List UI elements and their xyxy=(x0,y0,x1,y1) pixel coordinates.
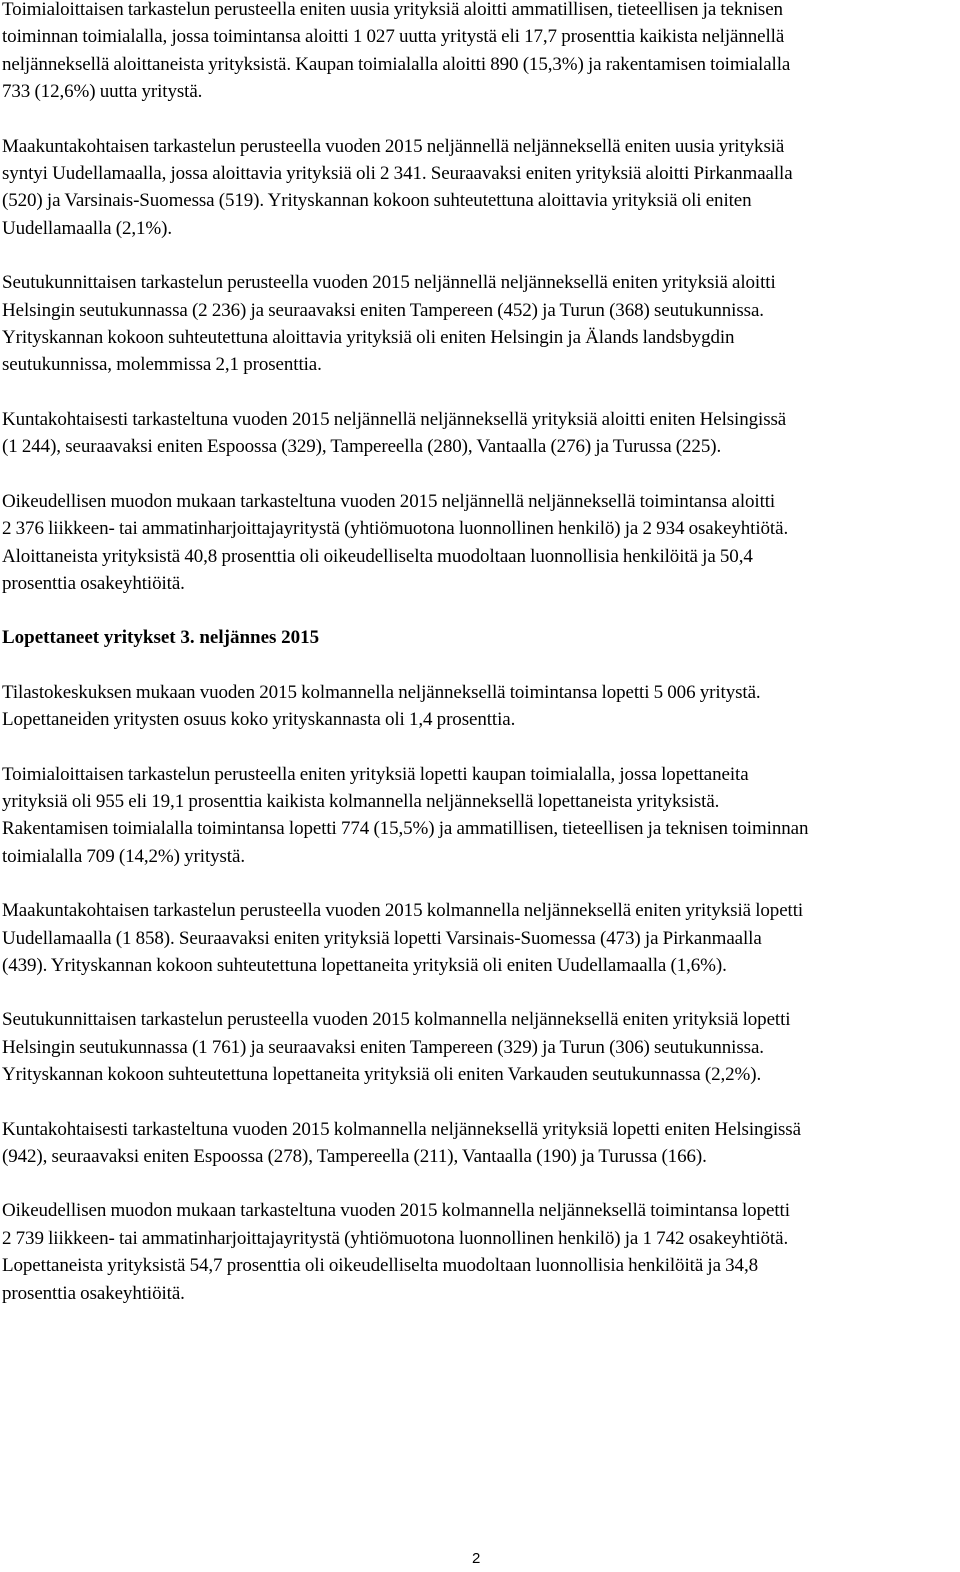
text-line: Kuntakohtaisesti tarkasteltuna vuoden 2015 kolmannella neljänneksellä yrityksiä lopetti eniten Helsingissä xyxy=(2,1118,801,1140)
text-line: syntyi Uudellamaalla, jossa aloittavia yrityksiä oli 2 341. Seuraavaksi eniten yrityksiä aloitti Pirkanmaalla xyxy=(2,163,793,185)
text-line: Uudellamaalla (2,1%). xyxy=(2,217,173,239)
text-line: Tilastokeskuksen mukaan vuoden 2015 kolmannella neljänneksellä toimintansa lopetti 5 006 yritystä. xyxy=(2,681,761,703)
paragraph-startups-by-region xyxy=(2,133,960,243)
text-line: Toimialoittaisen tarkastelun perusteella eniten uusia yrityksiä aloitti ammatillisen, tieteellisen ja teknisen xyxy=(2,0,783,20)
text-line: Lopettaneista yrityksistä 54,7 prosenttia oli oikeudelliselta muodoltaan luonnollisia henkilöitä ja 34,8 xyxy=(2,1255,759,1277)
paragraph-startups-by-industry xyxy=(2,0,960,106)
text-line: 2 739 liikkeen- tai ammatinharjoittajayritystä (yhtiömuotona luonnollinen henkilö) ja 1 742 osakeyhtiötä. xyxy=(2,1227,789,1249)
paragraph-closures-by-municipality xyxy=(2,1116,960,1171)
text-line: Maakuntakohtaisen tarkastelun perusteella vuoden 2015 neljännellä neljänneksellä eniten uusia yrityksiä xyxy=(2,135,785,157)
text-line: Seutukunnittaisen tarkastelun perusteella vuoden 2015 neljännellä neljänneksellä eniten yrityksiä aloitti xyxy=(2,272,776,294)
text-line: Uudellamaalla (1 858). Seuraavaksi eniten yrityksiä lopetti Varsinais-Suomessa (473) ja Pirkanmaalla xyxy=(2,927,762,949)
text-line: Helsingin seutukunnassa (2 236) ja seuraavaksi eniten Tampereen (452) ja Turun (368) seutukunnissa. xyxy=(2,299,764,321)
text-line: Aloittaneista yrityksistä 40,8 prosenttia oli oikeudelliselta muodoltaan luonnollisia henkilöitä ja 50,4 xyxy=(2,545,753,567)
text-line: Toimialoittaisen tarkastelun perusteella eniten yrityksiä lopetti kaupan toimialalla, jossa lopettaneita xyxy=(2,763,749,785)
text-line: seutukunnissa, molemmissa 2,1 prosenttia. xyxy=(2,354,322,376)
text-line: Oikeudellisen muodon mukaan tarkasteltuna vuoden 2015 kolmannella neljänneksellä toimintansa lopetti xyxy=(2,1200,790,1222)
paragraph-closures-by-legal-form xyxy=(2,1197,960,1307)
text-line: prosenttia osakeyhtiöitä. xyxy=(2,1282,185,1304)
text-line: Yrityskannan kokoon suhteutettuna lopettaneita yrityksiä oli eniten Varkauden seutukunnassa (2,2%). xyxy=(2,1064,762,1086)
text-line: Maakuntakohtaisen tarkastelun perusteella vuoden 2015 kolmannella neljänneksellä eniten yrityksiä lopetti xyxy=(2,900,804,922)
text-line: (520) ja Varsinais-Suomessa (519). Yrityskannan kokoon suhteutettuna aloittavia yrityksiä oli eniten xyxy=(2,190,752,212)
text-line: Seutukunnittaisen tarkastelun perusteella vuoden 2015 kolmannella neljänneksellä eniten yrityksiä lopetti xyxy=(2,1009,791,1031)
paragraph-startups-by-legal-form xyxy=(2,488,960,598)
paragraph-closures-by-region xyxy=(2,897,960,979)
paragraph-closures-by-industry xyxy=(2,761,960,871)
text-line: Rakentamisen toimialalla toimintansa lopetti 774 (15,5%) ja ammatillisen, tieteellisen ja teknisen toiminnan xyxy=(2,818,809,840)
text-line: Helsingin seutukunnassa (1 761) ja seuraavaksi eniten Tampereen (329) ja Turun (306) seutukunnissa. xyxy=(2,1036,764,1058)
text-line: (439). Yrityskannan kokoon suhteutettuna lopettaneita yrityksiä oli eniten Uudellamaalla (1,6%). xyxy=(2,954,727,976)
text-line: Yrityskannan kokoon suhteutettuna aloittavia yrityksiä oli eniten Helsingin ja Älands landsbygdin xyxy=(2,327,735,349)
text-line: (942), seuraavaksi eniten Espoossa (278), Tampereella (211), Vantaalla (190) ja Turussa (166). xyxy=(2,1146,707,1167)
section-heading-closures: Lopettaneet yritykset 3. neljännes 2015 xyxy=(2,627,320,649)
document-page xyxy=(2,0,960,1334)
text-line: 733 (12,6%) uutta yritystä. xyxy=(2,81,203,103)
text-line: toiminnan toimialalla, jossa toimintansa aloitti 1 027 uutta yritystä eli 17,7 prosenttia kaikista neljännellä xyxy=(2,26,785,48)
text-line: 2 376 liikkeen- tai ammatinharjoittajayritystä (yhtiömuotona luonnollinen henkilö) ja 2 934 osakeyhtiötä. xyxy=(2,518,789,540)
text-line: Oikeudellisen muodon mukaan tarkasteltuna vuoden 2015 neljännellä neljänneksellä toimintansa aloitti xyxy=(2,490,776,512)
paragraph-startups-by-municipality xyxy=(2,406,960,461)
text-line: Kuntakohtaisesti tarkasteltuna vuoden 2015 neljännellä neljänneksellä yrityksiä aloitti eniten Helsingissä xyxy=(2,408,787,430)
text-line: (1 244), seuraavaksi eniten Espoossa (329), Tampereella (280), Vantaalla (276) ja Turussa (225). xyxy=(2,436,722,458)
paragraph-startups-by-subregion xyxy=(2,269,960,379)
text-line: prosenttia osakeyhtiöitä. xyxy=(2,572,185,594)
page-number: 2 xyxy=(472,1550,481,1567)
paragraph-closures-total xyxy=(2,679,960,734)
text-line: Lopettaneiden yritysten osuus koko yrityskannasta oli 1,4 prosenttia. xyxy=(2,709,516,731)
paragraph-closures-by-subregion xyxy=(2,1006,960,1088)
text-line: yrityksiä oli 955 eli 19,1 prosenttia kaikista kolmannella neljänneksellä lopettaneista yrityksistä. xyxy=(2,790,720,812)
text-line: neljänneksellä aloittaneista yrityksistä. Kaupan toimialalla aloitti 890 (15,3%) ja rakentamisen toimialalla xyxy=(2,53,791,75)
text-line: toimialalla 709 (14,2%) yritystä. xyxy=(2,845,245,867)
